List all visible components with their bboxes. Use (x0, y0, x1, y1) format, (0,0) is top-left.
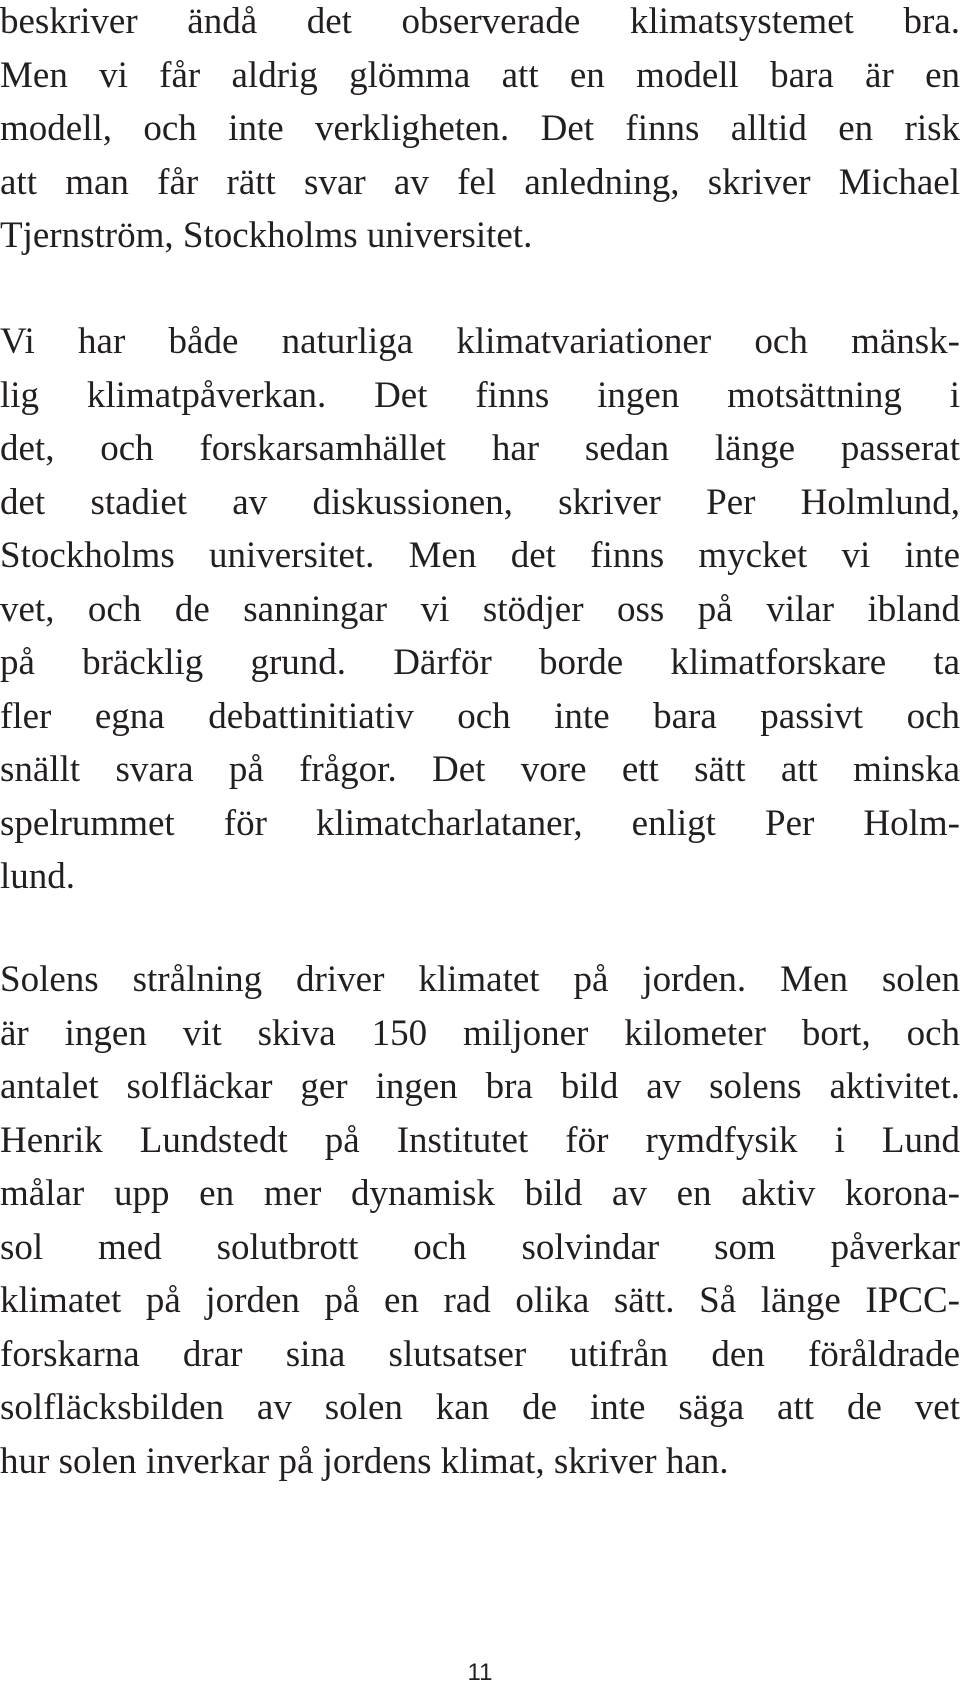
text-line: beskriver ändå det observerade klimatsystemet bra. (0, 1, 960, 42)
text-line: Solens strålning driver klimatet på jorden. Men solen (0, 959, 960, 1000)
text-line: hur solen inverkar på jordens klimat, skriver han. (0, 1440, 729, 1482)
text-line: målar upp en mer dynamisk bild av en aktiv korona- (0, 1173, 960, 1214)
text-line: forskarna drar sina slutsatser utifrån den föråldrade (0, 1333, 960, 1375)
text-line: modell, och inte verkligheten. Det finns alltid en risk (0, 108, 960, 149)
paragraph-solens-stralning (0, 953, 960, 1488)
text-line: antalet solfläckar ger ingen bra bild av solens aktivitet. (0, 1066, 960, 1107)
text-line: Tjernström, Stockholms universitet. (0, 215, 533, 256)
text-line: det stadiet av diskussionen, skriver Per Holmlund, (0, 481, 960, 523)
text-line: Stockholms universitet. Men det finns mycket vi inte (0, 535, 960, 576)
text-line: sol med solutbrott och solvindar som påverkar (0, 1226, 960, 1268)
text-line: snällt svara på frågor. Det vore ett sätt att minska (0, 749, 960, 790)
text-line: det, och forskarsamhället har sedan länge passerat (0, 428, 960, 469)
text-line: att man får rätt svar av fel anledning, skriver Michael (0, 161, 960, 203)
text-line: solfläcksbilden av solen kan de inte säga att de vet (0, 1387, 960, 1428)
text-line: Men vi får aldrig glömma att en modell bara är en (0, 54, 960, 96)
paragraph-klimatvariationer (0, 315, 960, 904)
paragraph-modell (0, 0, 960, 263)
text-line: på bräcklig grund. Därför borde klimatforskare ta (0, 642, 960, 683)
text-line: vet, och de sanningar vi stödjer oss på vilar ibland (0, 588, 960, 630)
text-line: spelrummet för klimatcharlataner, enligt Per Holm- (0, 802, 960, 844)
text-line: Vi har både naturliga klimatvariationer och mänsk- (0, 321, 960, 362)
text-line: fler egna debattinitiativ och inte bara passivt och (0, 695, 960, 737)
text-line: är ingen vit skiva 150 miljoner kilometer bort, och (0, 1012, 960, 1054)
text-line: klimatet på jorden på en rad olika sätt. Så länge IPCC- (0, 1280, 960, 1321)
text-line: Henrik Lundstedt på Institutet för rymdfysik i Lund (0, 1119, 960, 1161)
text-line: lig klimatpåverkan. Det finns ingen motsättning i (0, 374, 960, 416)
page-number: 11 (467, 1659, 493, 1686)
text-line: lund. (0, 856, 76, 897)
